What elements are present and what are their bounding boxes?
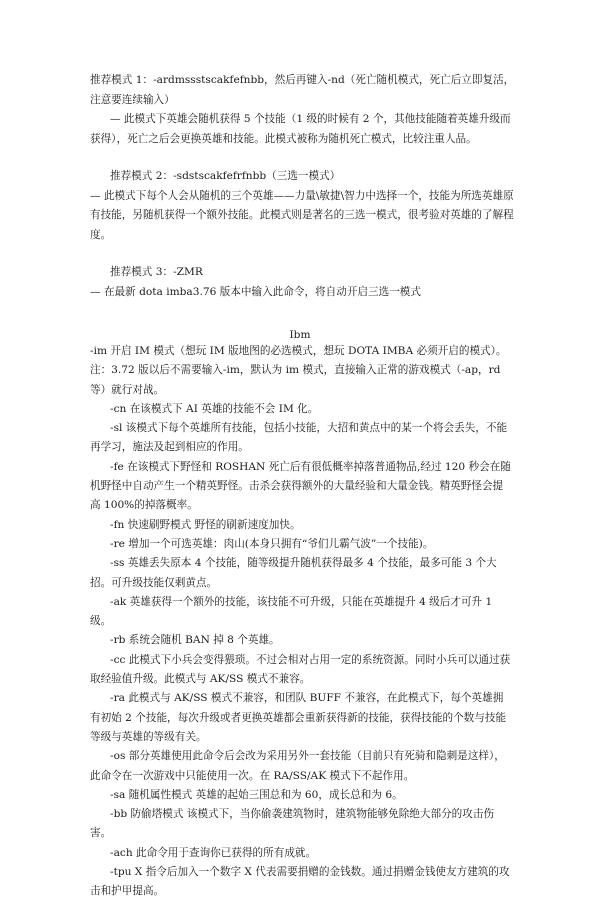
command-item: -sa 随机属性模式 英雄的起始三围总和为 60，成长总和为 6。 — [110, 788, 403, 801]
command-item: -cn 在该模式下 AI 英雄的技能不会 IM 化。 — [110, 402, 319, 415]
command-item: -bb 防偷塔模式 该模式下，当你偷袭建筑物时，建筑物能够免除绝大部分的攻击伤害。 — [90, 808, 495, 840]
command-item: -fe 在该模式下野怪和 ROSHAN 死亡后有很低概率掉落普通物品,经过 120 秒会在随机野怪中自动产生一个精英野怪。击杀会获得额外的大量经验和大量金钱。精英野怪会提高 100%的掉落概率。 — [90, 460, 511, 512]
command-item: -tpu X 指令后加入一个数字 X 代表需要捐赠的金钱数。通过捐赠金钱使友方建筑的攻击和护甲提高。 — [90, 866, 510, 898]
command-item: -sl 该模式下每个英雄所有技能，包括小技能，大招和黄点中的某一个将会丢失，不能再学习，施法及起到相应的作用。 — [90, 422, 508, 454]
section-title: Ibm — [289, 329, 311, 341]
command-item: -ss 英雄丢失原本 4 个技能，随等级提升随机获得最多 4 个技能，最多可能 3 个大招。可升级技能仅剩黄点。 — [90, 557, 497, 589]
command-item: -im 开启 IM 模式（想玩 IM 版地图的必选模式，想玩 DOTA IMBA 必须开启的模式）。注：3.72 版以后不需要输入-im，默认为 im 模式，直接输入正常的游戏模式（-ap，rd 等）就行对战。 — [90, 345, 507, 396]
mode-1-description: — 此模式下英雄会随机获得 5 个技能（1 级的时候有 2 个，其他技能随着英雄升级而获得），死亡之后会更换英雄和技能。此模式被称为随机死亡模式，比较注重人品。 — [90, 113, 511, 145]
command-item: -os 部分英雄使用此命令后会改为采用另外一套技能（目前只有死骑和隐刺是这样），此命令在一次游戏中只能使用一次。在 RA/SS/AK 模式下不起作用。 — [90, 750, 505, 782]
command-item: -re 增加一个可选英雄：肉山(本身只拥有“爷们儿霸气波”一个技能)。 — [110, 537, 434, 550]
command-item: -ak 英雄获得一个额外的技能，该技能不可升级，只能在英雄提升 4 级后才可升 1 级。 — [90, 595, 493, 628]
mode-2-heading: 推荐模式 2：-sdstscakfefrfnbb（三选一模式） — [110, 170, 341, 182]
command-item: -fn 快速刷野模式 野怪的刷新速度加快。 — [110, 518, 301, 531]
mode-2-description: — 此模式下每个人会从随机的三个英雄——力量\敏捷\智力中选择一个，技能为所选英雄原有技能，另随机获得一个额外技能。此模式则是著名的三选一模式，很考验对英雄的了解程度。 — [90, 189, 514, 241]
command-item: -cc 此模式下小兵会变得猥琐。不过会相对占用一定的系统资源。同时小兵可以通过获取经验值升级。此模式与 AK/SS 模式不兼容。 — [90, 653, 511, 686]
command-item: -ra 此模式与 AK/SS 模式不兼容，和团队 BUFF 不兼容，在此模式下，每个英雄拥有初始 2 个技能，每次升级或者更换英雄都会重新获得新的技能，获得技能的个数与技能等级与英雄的等级有关。 — [90, 692, 507, 743]
command-item: -rb 系统会随机 BAN 掉 8 个英雄。 — [110, 634, 280, 647]
mode-3-description: — 在最新 dota imba3.76 版本中输入此命令，将自动开启三选一模式 — [90, 285, 421, 298]
recommended-modes-section — [90, 71, 520, 302]
command-list — [90, 342, 512, 902]
command-item: -ach 此命令用于查询你已获得的所有成就。 — [110, 846, 317, 859]
mode-3-heading: 推荐模式 3：-ZMR — [110, 266, 203, 278]
mode-1-heading: 推荐模式 1：-ardmssstscakfefnbb，然后再键入-nd（死亡随机模式，死亡后立即复活，注意要连续输入） — [90, 74, 515, 106]
